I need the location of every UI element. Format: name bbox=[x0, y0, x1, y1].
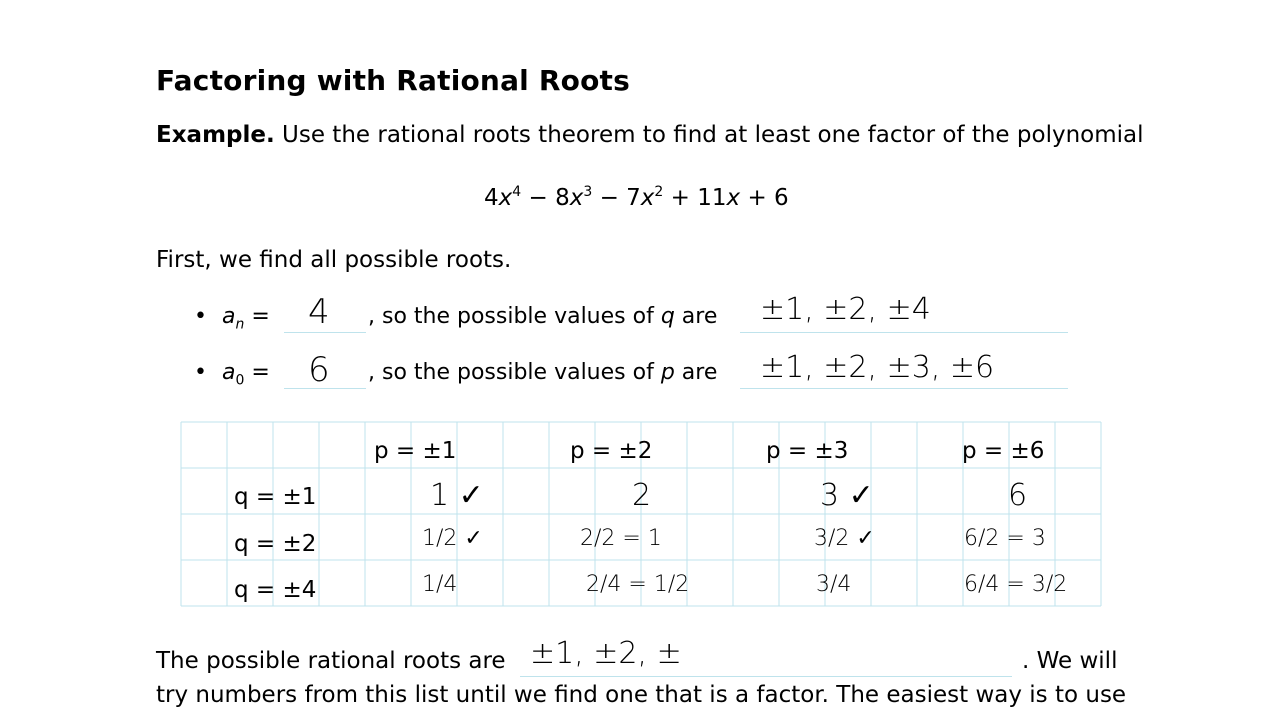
row-header-3: q = ±4 bbox=[234, 577, 317, 603]
cell-2-1: 1/2 ✓ bbox=[422, 526, 483, 551]
col-header-3: p = ±3 bbox=[766, 438, 849, 464]
polynomial: $4x^4 - 8x^3 - 7x^2 + 11x + 6$ bbox=[484, 184, 789, 211]
a0-answer: 6 bbox=[308, 350, 330, 390]
an-answer: 4 bbox=[308, 292, 330, 332]
q-values: ±1, ±2, ±4 bbox=[760, 292, 931, 327]
cell-1-1: 1 ✓ bbox=[430, 478, 484, 513]
closing-lead: The possible rational roots are bbox=[156, 648, 506, 674]
p-values: ±1, ±2, ±3, ±6 bbox=[760, 350, 995, 385]
cell-2-3: 3/2 ✓ bbox=[814, 526, 875, 551]
cell-3-4: 6/4 = 3/2 bbox=[964, 572, 1068, 597]
closing-tail: . We will bbox=[1022, 648, 1118, 674]
cell-1-3: 3 ✓ bbox=[820, 478, 874, 513]
row-header-2: q = ±2 bbox=[234, 531, 317, 557]
cell-2-2: 2/2 = 1 bbox=[580, 526, 662, 551]
cell-3-3: 3/4 bbox=[816, 572, 852, 597]
cell-1-4: 6 bbox=[1008, 478, 1028, 513]
bullet-dot: • bbox=[194, 360, 207, 385]
col-header-2: p = ±2 bbox=[570, 438, 653, 464]
cell-2-4: 6/2 = 3 bbox=[964, 526, 1046, 551]
roots-answer: ±1, ±2, ± bbox=[530, 636, 682, 671]
example-text: Use the rational roots theorem to find at least one factor of the polynomial bbox=[282, 122, 1144, 148]
bullet-2: • $a_0$ = bbox=[194, 360, 270, 389]
first-line: First, we find all possible roots. bbox=[156, 247, 512, 273]
example-label: Example. bbox=[156, 122, 275, 148]
a0-var: $a_0$ bbox=[221, 360, 245, 389]
cell-3-1: 1/4 bbox=[422, 572, 458, 597]
bullet-2-text: , so the possible values of p are bbox=[368, 360, 718, 385]
cell-3-2: 2/4 = 1/2 bbox=[586, 572, 690, 597]
cell-1-2: 2 bbox=[632, 478, 652, 513]
example-line bbox=[156, 122, 1144, 148]
an-var: $a_n$ bbox=[221, 304, 245, 333]
bullet-1-text: , so the possible values of q are bbox=[368, 304, 718, 329]
page-title: Factoring with Rational Roots bbox=[156, 64, 630, 97]
col-header-1: p = ±1 bbox=[374, 438, 457, 464]
col-header-4: p = ±6 bbox=[962, 438, 1045, 464]
bullet-1: • $a_n$ = bbox=[194, 304, 270, 333]
closing-line2: try numbers from this list until we find one that is a factor. The easiest way is to use bbox=[156, 682, 1127, 708]
row-header-1: q = ±1 bbox=[234, 484, 317, 510]
bullet-dot: • bbox=[194, 304, 207, 329]
